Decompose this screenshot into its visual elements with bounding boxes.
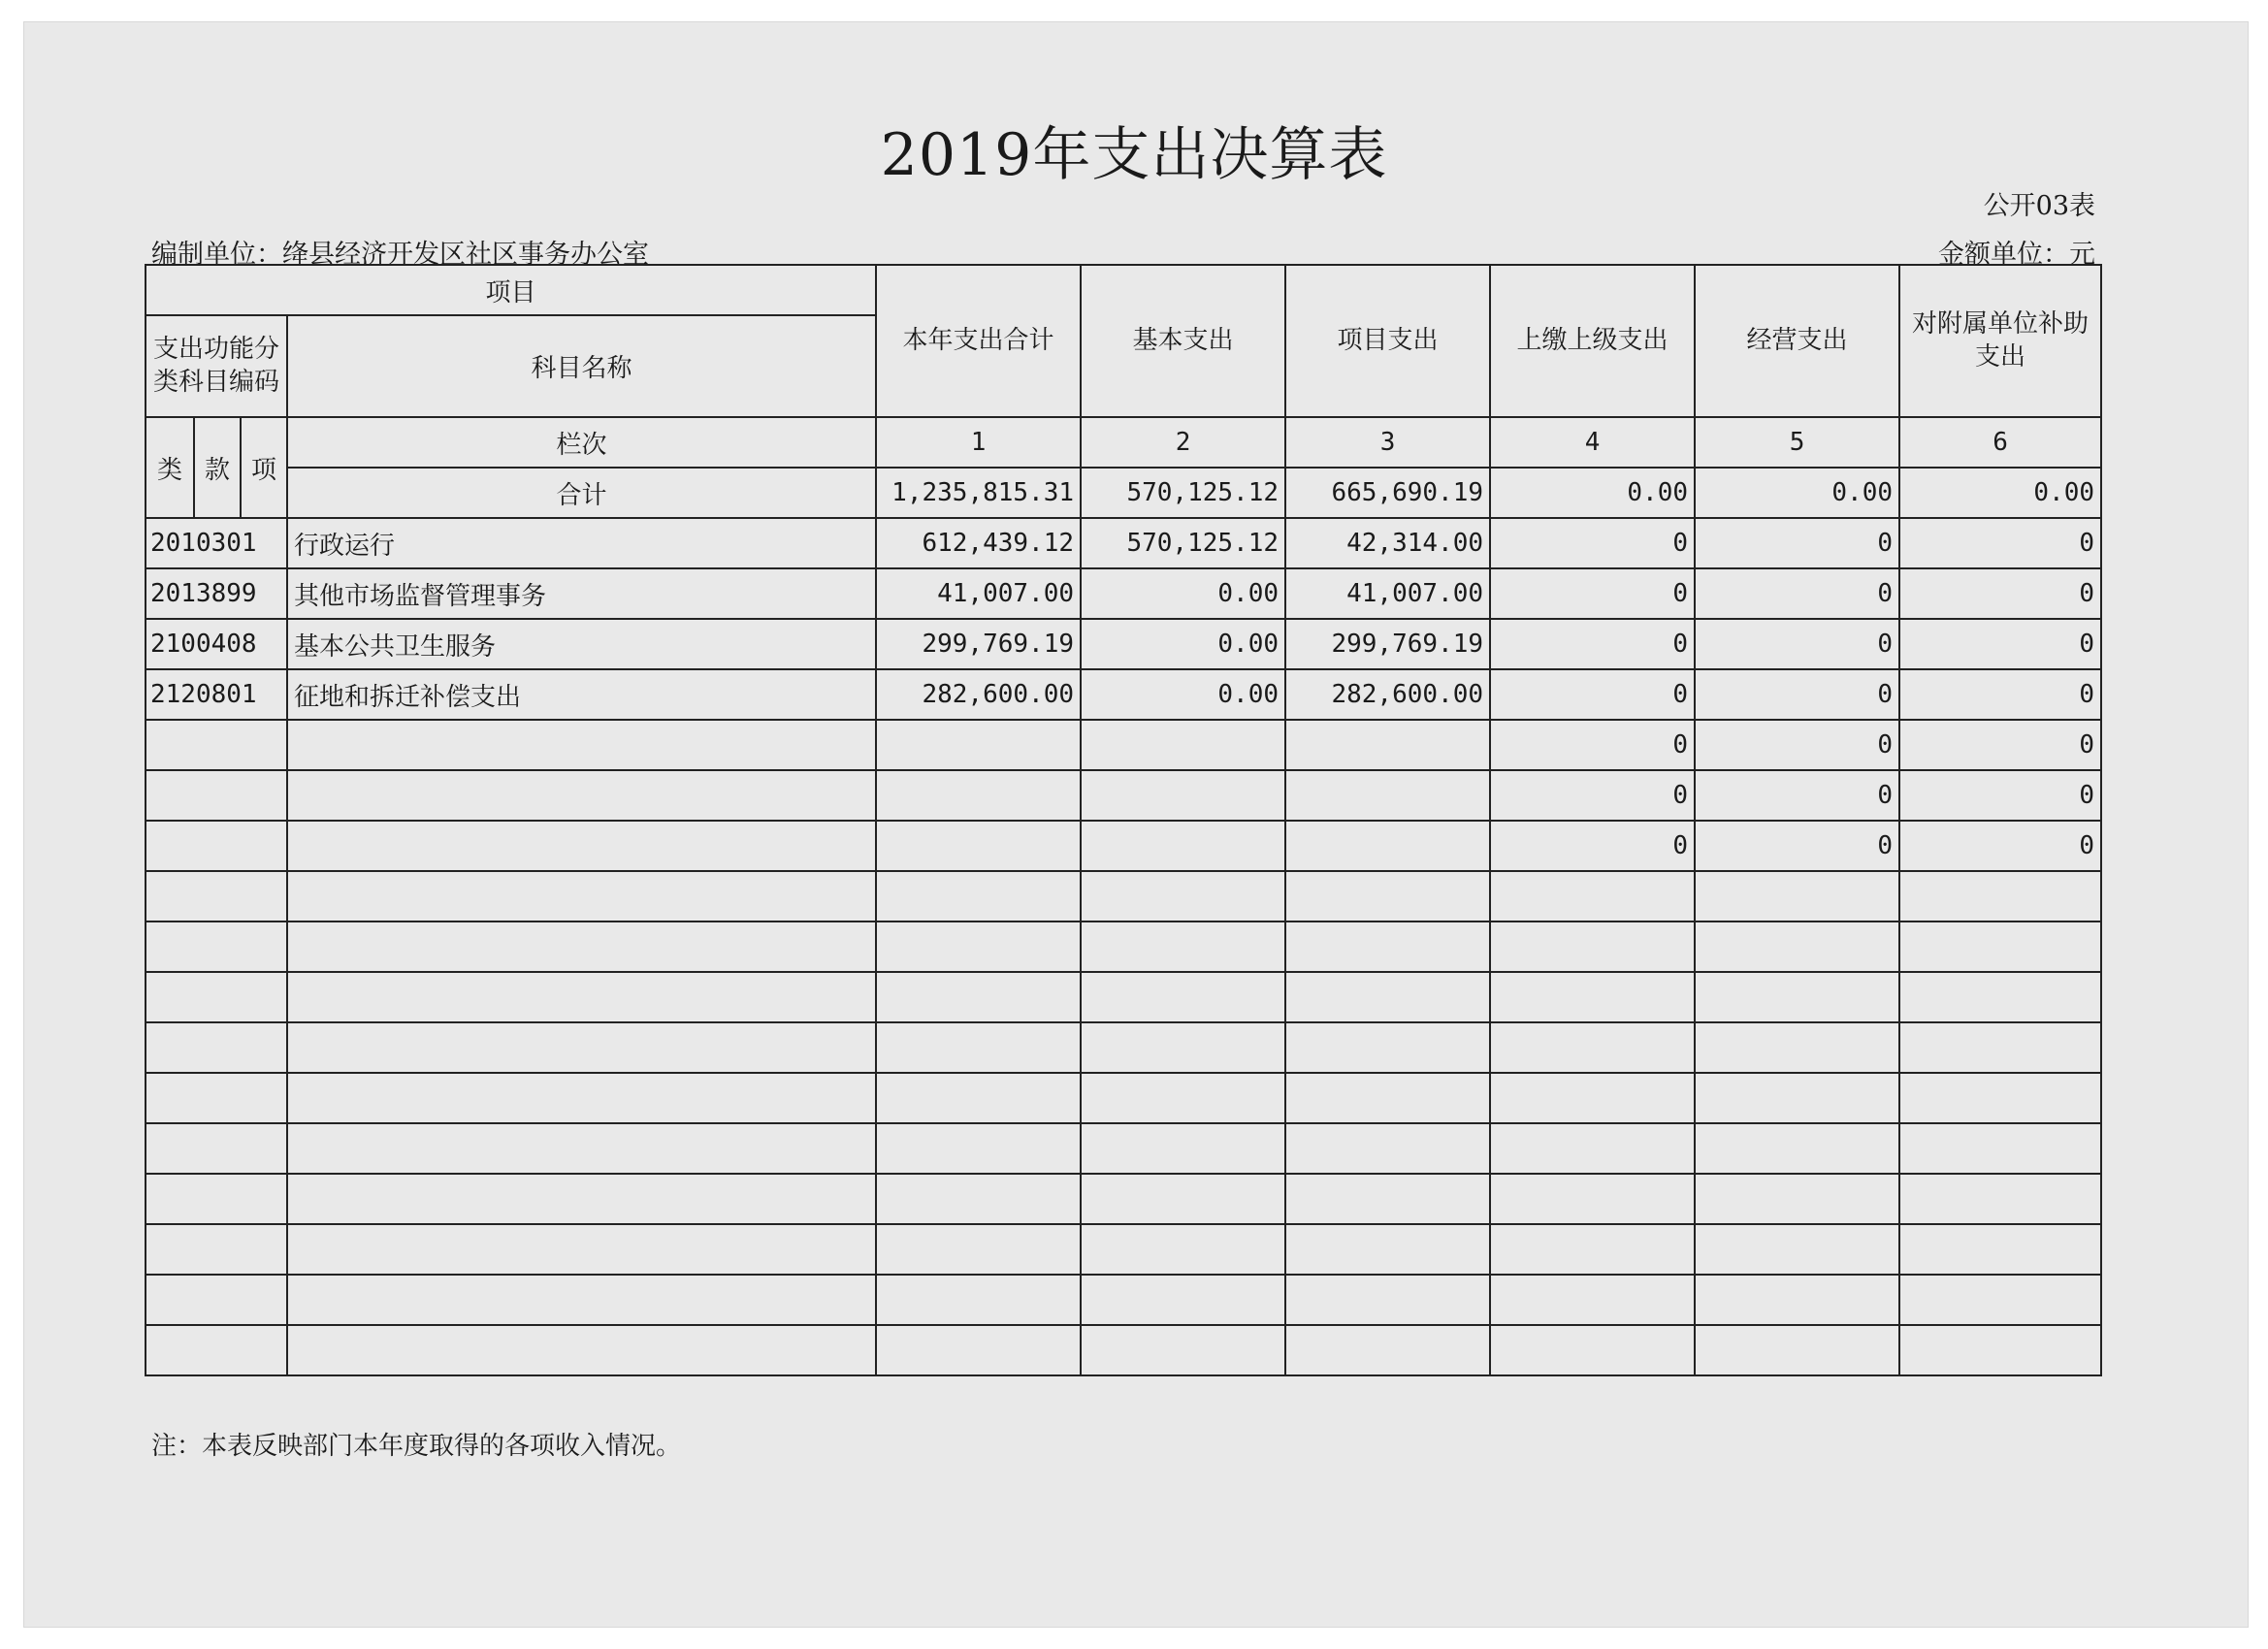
total-value: 0.00: [1490, 468, 1695, 518]
currency-unit: 金额单位：元: [1938, 240, 2095, 270]
row-value: [1081, 1275, 1285, 1325]
row-value: [876, 1174, 1081, 1224]
row-value: [1081, 1022, 1285, 1073]
row-value: [1695, 1174, 1899, 1224]
col-index: 4: [1490, 417, 1695, 468]
row-value: [876, 1073, 1081, 1123]
row-value: 0: [1695, 770, 1899, 821]
row-value: 0: [1899, 518, 2101, 568]
row-value: [876, 821, 1081, 871]
row-code: [146, 1022, 287, 1073]
row-value: [1285, 1224, 1490, 1275]
row-subject-name: [287, 720, 876, 770]
col-index: 2: [1081, 417, 1285, 468]
row-value: [1081, 1073, 1285, 1123]
row-value: 0: [1490, 770, 1695, 821]
row-value: 0: [1899, 669, 2101, 720]
row-value: 0: [1695, 619, 1899, 669]
row-value: [1899, 922, 2101, 972]
row-value: [1695, 1123, 1899, 1174]
row-value: 0: [1695, 518, 1899, 568]
row-value: 0: [1490, 518, 1695, 568]
row-value: [1695, 972, 1899, 1022]
row-value: [1285, 972, 1490, 1022]
row-value: [1285, 871, 1490, 922]
row-value: [1081, 1224, 1285, 1275]
row-value: [1285, 770, 1490, 821]
row-value: [1899, 1073, 2101, 1123]
row-subject-name: [287, 871, 876, 922]
header-kuan: 款: [194, 417, 241, 518]
row-value: [1695, 1275, 1899, 1325]
row-value: [876, 1123, 1081, 1174]
row-value: 0: [1899, 568, 2101, 619]
row-code: [146, 1325, 287, 1375]
row-subject-name: [287, 1073, 876, 1123]
row-value: 0: [1899, 619, 2101, 669]
row-value: 0: [1490, 568, 1695, 619]
table-row: [146, 720, 2101, 770]
row-value: [1490, 1275, 1695, 1325]
row-value: 282,600.00: [1285, 669, 1490, 720]
row-value: [1899, 1123, 2101, 1174]
row-value: 0: [1899, 720, 2101, 770]
row-value: 42,314.00: [1285, 518, 1490, 568]
row-value: [876, 720, 1081, 770]
total-value: 0.00: [1899, 468, 2101, 518]
row-value: [1899, 1325, 2101, 1375]
table-row: [146, 568, 2101, 619]
table-row: [146, 669, 2101, 720]
row-value: [876, 1224, 1081, 1275]
row-value: 41,007.00: [876, 568, 1081, 619]
row-value: [876, 972, 1081, 1022]
data-rows: [146, 518, 2101, 1375]
row-value: [1081, 1325, 1285, 1375]
row-value: 299,769.19: [1285, 619, 1490, 669]
row-value: 0: [1695, 821, 1899, 871]
row-value: [1081, 770, 1285, 821]
row-value: [1285, 1174, 1490, 1224]
table-row: [146, 1275, 2101, 1325]
table-row: [146, 1123, 2101, 1174]
table-row: [146, 1022, 2101, 1073]
col-index: 3: [1285, 417, 1490, 468]
row-code: [146, 871, 287, 922]
row-code: [146, 770, 287, 821]
header-col-2: 基本支出: [1081, 265, 1285, 417]
row-value: 0: [1490, 669, 1695, 720]
row-subject-name: [287, 821, 876, 871]
row-value: 282,600.00: [876, 669, 1081, 720]
row-value: 0: [1695, 720, 1899, 770]
row-code: 2100408: [146, 619, 287, 669]
row-code: [146, 922, 287, 972]
expenditure-table: [145, 264, 2102, 1376]
row-value: [1490, 922, 1695, 972]
table-row: [146, 619, 2101, 669]
row-value: [1081, 1123, 1285, 1174]
row-value: 0: [1695, 568, 1899, 619]
table-row: [146, 770, 2101, 821]
total-label: 合计: [287, 468, 876, 518]
row-value: [1899, 972, 2101, 1022]
total-value: 0.00: [1695, 468, 1899, 518]
header-col-6: 对附属单位补助支出: [1899, 265, 2101, 417]
row-value: 570,125.12: [1081, 518, 1285, 568]
row-value: [876, 871, 1081, 922]
table-row: [146, 972, 2101, 1022]
row-value: [1695, 1224, 1899, 1275]
row-value: [1081, 821, 1285, 871]
table-row: [146, 821, 2101, 871]
row-value: [1695, 922, 1899, 972]
page-title: 2019年支出决算表: [880, 121, 1388, 189]
total-value: 570,125.12: [1081, 468, 1285, 518]
footnote: 注：本表反映部门本年度取得的各项收入情况。: [151, 1432, 682, 1461]
row-code: [146, 972, 287, 1022]
row-value: [1490, 871, 1695, 922]
row-value: [1490, 1174, 1695, 1224]
row-value: 0.00: [1081, 669, 1285, 720]
row-subject-name: 行政运行: [287, 518, 876, 568]
row-subject-name: [287, 1224, 876, 1275]
row-value: [1490, 972, 1695, 1022]
compiling-unit: 编制单位：绛县经济开发区社区事务办公室: [151, 240, 649, 270]
col-index-label: 栏次: [287, 417, 876, 468]
table-row: [146, 518, 2101, 568]
row-subject-name: [287, 922, 876, 972]
header-item: 项目: [146, 265, 876, 315]
row-value: 41,007.00: [1285, 568, 1490, 619]
row-value: [1490, 1123, 1695, 1174]
row-value: 0: [1899, 770, 2101, 821]
row-value: [1285, 1022, 1490, 1073]
row-value: 0.00: [1081, 568, 1285, 619]
row-value: [1285, 821, 1490, 871]
row-value: [1081, 871, 1285, 922]
row-code: 2010301: [146, 518, 287, 568]
row-value: [876, 1022, 1081, 1073]
row-value: [876, 770, 1081, 821]
row-subject-name: 征地和拆迁补偿支出: [287, 669, 876, 720]
row-subject-name: [287, 1022, 876, 1073]
header-col-5: 经营支出: [1695, 265, 1899, 417]
row-code: [146, 1123, 287, 1174]
row-value: 0: [1490, 821, 1695, 871]
row-value: [1081, 720, 1285, 770]
row-subject-name: 其他市场监督管理事务: [287, 568, 876, 619]
row-value: [1490, 1325, 1695, 1375]
row-value: [1899, 871, 2101, 922]
header-col-4: 上缴上级支出: [1490, 265, 1695, 417]
total-value: 665,690.19: [1285, 468, 1490, 518]
row-subject-name: [287, 1123, 876, 1174]
row-code: 2013899: [146, 568, 287, 619]
row-value: [1285, 1073, 1490, 1123]
row-value: [876, 922, 1081, 972]
table-row: [146, 1073, 2101, 1123]
row-code: [146, 1275, 287, 1325]
row-value: [1490, 1224, 1695, 1275]
col-index: 5: [1695, 417, 1899, 468]
row-value: 0.00: [1081, 619, 1285, 669]
row-subject-name: [287, 1275, 876, 1325]
total-value: 1,235,815.31: [876, 468, 1081, 518]
row-code: 2120801: [146, 669, 287, 720]
header-function-code: 支出功能分类科目编码: [146, 315, 287, 417]
table-row: [146, 922, 2101, 972]
row-value: [1081, 922, 1285, 972]
table-row: [146, 1325, 2101, 1375]
row-value: [1695, 871, 1899, 922]
row-value: [1081, 1174, 1285, 1224]
row-value: [1899, 1022, 2101, 1073]
row-value: 299,769.19: [876, 619, 1081, 669]
header-col-1: 本年支出合计: [876, 265, 1081, 417]
row-code: [146, 720, 287, 770]
row-value: [876, 1325, 1081, 1375]
row-code: [146, 1224, 287, 1275]
row-value: [1695, 1325, 1899, 1375]
row-value: [1285, 1275, 1490, 1325]
row-value: [1285, 1123, 1490, 1174]
col-index: 1: [876, 417, 1081, 468]
table-row: [146, 871, 2101, 922]
row-code: [146, 1073, 287, 1123]
row-subject-name: [287, 770, 876, 821]
row-value: [1081, 972, 1285, 1022]
header-subject-name: 科目名称: [287, 315, 876, 417]
table-row: [146, 1174, 2101, 1224]
row-value: [1695, 1073, 1899, 1123]
row-value: [1899, 1275, 2101, 1325]
row-value: 0: [1490, 619, 1695, 669]
header-lei: 类: [146, 417, 194, 518]
header-xiang: 项: [241, 417, 287, 518]
row-subject-name: [287, 1174, 876, 1224]
row-value: [1899, 1224, 2101, 1275]
row-value: 0: [1695, 669, 1899, 720]
row-value: [1695, 1022, 1899, 1073]
header-col-3: 项目支出: [1285, 265, 1490, 417]
row-value: [1899, 1174, 2101, 1224]
row-subject-name: [287, 1325, 876, 1375]
row-value: 0: [1899, 821, 2101, 871]
row-code: [146, 1174, 287, 1224]
row-value: [1285, 720, 1490, 770]
row-value: [1285, 1325, 1490, 1375]
col-index: 6: [1899, 417, 2101, 468]
row-value: [876, 1275, 1081, 1325]
table-row: [146, 1224, 2101, 1275]
row-subject-name: 基本公共卫生服务: [287, 619, 876, 669]
row-value: [1490, 1073, 1695, 1123]
row-value: 612,439.12: [876, 518, 1081, 568]
row-value: [1285, 922, 1490, 972]
row-code: [146, 821, 287, 871]
row-value: 0: [1490, 720, 1695, 770]
row-value: [1490, 1022, 1695, 1073]
row-subject-name: [287, 972, 876, 1022]
form-code: 公开03表: [1983, 191, 2095, 221]
